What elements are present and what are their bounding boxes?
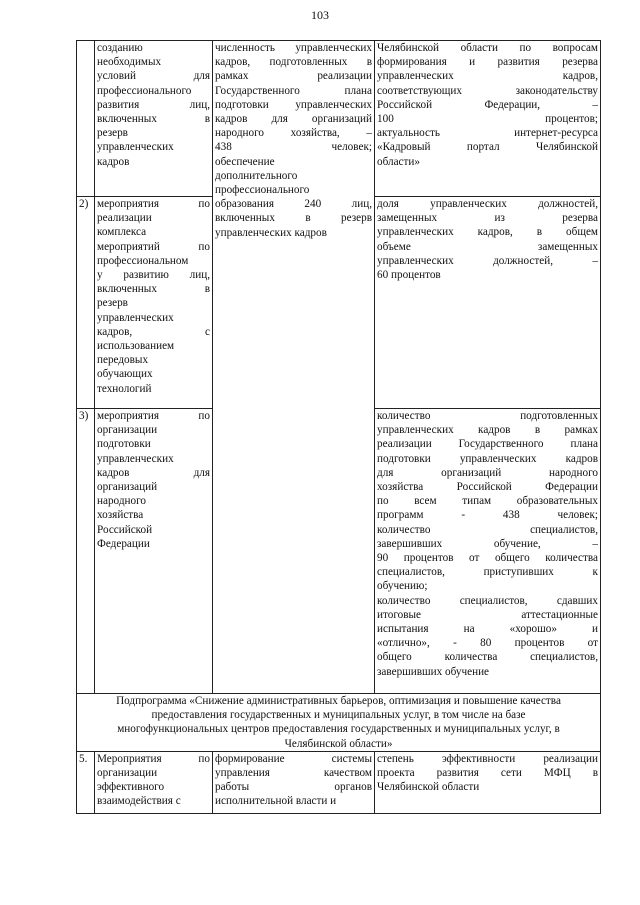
- cell-text-line: подготовки управленческих кадров: [377, 452, 598, 465]
- cell-text-line: подготовки: [97, 438, 151, 451]
- cell-text-line: управленческих: [97, 311, 174, 324]
- cell-text-line: испытания на «хорошо» и: [377, 623, 598, 636]
- cell-text-line: количество специалистов,: [377, 523, 598, 536]
- measure-cell: [95, 751, 213, 813]
- row-number-cell: 3): [77, 409, 95, 694]
- cell-text-line: управления качеством: [215, 767, 372, 780]
- page-number: 103: [311, 8, 329, 22]
- cell-text-line: 60 процентов: [377, 269, 441, 282]
- cell-text-line: организации: [97, 424, 158, 437]
- cell-text-line: реализации: [97, 212, 152, 225]
- cell-text-line: кадров: [97, 155, 130, 168]
- cell-text-line: обучению;: [377, 580, 428, 593]
- indicator-cell: [375, 751, 601, 813]
- cell-text-line: формирования и развития резерва: [377, 56, 598, 69]
- cell-text-line: управленческих: [97, 452, 174, 465]
- cell-text-line: Российской: [97, 523, 153, 536]
- cell-text-line: формирование системы: [215, 752, 372, 765]
- cell-text-line: количество подготовленных: [377, 410, 598, 422]
- cell-text-line: включенных в: [97, 283, 210, 296]
- cell-text-line: Российской Федерации, –: [377, 98, 598, 111]
- indicator-cell: [375, 409, 601, 694]
- cell-text-line: Челябинской области: [377, 781, 480, 794]
- cell-text-line: Государственного плана: [215, 84, 372, 97]
- cell-text-line: резерв: [97, 297, 128, 310]
- cell-text-line: управленческих кадров: [215, 226, 327, 239]
- cell-text-line: хозяйства Российской Федерации: [377, 481, 598, 494]
- cell-text-line: управленческих кадров,: [377, 70, 598, 83]
- cell-text-line: управленческих кадров в рамках: [377, 424, 598, 437]
- indicator-cell: [375, 197, 601, 409]
- cell-text-line: развития лиц,: [97, 98, 210, 111]
- cell-text-line: кадров для организаций: [215, 113, 372, 126]
- cell-text-line: организаций: [97, 481, 158, 494]
- subprogram-line: предоставления государственных и муниципальных услуг, в том числе на базе: [151, 709, 526, 722]
- cell-text-line: резерв: [97, 127, 128, 140]
- cell-text-line: специалистов, приступивших к: [377, 566, 598, 579]
- cell-text-line: мероприятия по: [97, 198, 210, 210]
- cell-text-line: подготовки управленческих: [215, 98, 372, 111]
- cell-text-line: кадров, с: [97, 325, 210, 338]
- cell-text-line: условий для: [97, 70, 210, 83]
- cell-text-line: обеспечение: [215, 155, 275, 168]
- row-number-cell: 5.: [77, 751, 95, 813]
- cell-text-line: актуальность интернет-ресурса: [377, 127, 598, 140]
- cell-text-line: управленческих кадров, в общем: [377, 226, 598, 239]
- subprogram-line: Челябинской области»: [284, 737, 393, 750]
- cell-text-line: завершивших обучение, –: [377, 537, 598, 550]
- cell-text-line: завершивших обучение: [377, 665, 490, 678]
- cell-text-line: проекта развития сети МФЦ в: [377, 767, 598, 780]
- table-row: [77, 41, 601, 197]
- cell-text-line: количество специалистов, сдавших: [377, 594, 598, 607]
- cell-text-line: профессиональном: [97, 254, 189, 267]
- cell-text-line: численность управленческих: [215, 42, 372, 54]
- subprogram-row: [77, 694, 601, 752]
- cell-text-line: народного хозяйства, –: [215, 127, 372, 140]
- cell-text-line: объеме замещенных: [377, 240, 598, 253]
- cell-text-line: замещенных из резерва: [377, 212, 598, 225]
- measure-cell: [95, 409, 213, 694]
- cell-text-line: общего количества специалистов,: [377, 651, 598, 664]
- cell-text-line: организации: [97, 767, 158, 780]
- cell-text-line: использованием: [97, 340, 175, 353]
- cell-text-line: передовых: [97, 354, 149, 367]
- cell-text-line: кадров для: [97, 466, 210, 479]
- cell-text-line: мероприятий по: [97, 240, 210, 253]
- indicator-cell: [375, 41, 601, 197]
- measure-cell: [95, 197, 213, 409]
- cell-text-line: 100 процентов;: [377, 113, 598, 126]
- cell-text-line: комплекса: [97, 226, 147, 239]
- cell-text-line: Мероприятия по: [97, 752, 210, 765]
- cell-text-line: реализации Государственного плана: [377, 438, 598, 451]
- cell-text-line: взаимодействия с: [97, 795, 181, 808]
- result-cell: [213, 41, 375, 694]
- cell-text-line: мероприятия по: [97, 410, 210, 422]
- cell-text-line: Федерации: [97, 537, 150, 550]
- result-cell: [213, 751, 375, 813]
- cell-text-line: включенных в резерв: [215, 212, 372, 225]
- cell-text-line: обучающих: [97, 368, 153, 381]
- cell-text-line: у развитию лиц,: [97, 269, 210, 282]
- row-number-cell: 2): [77, 197, 95, 409]
- subprogram-line: многофункциональных центров предоставления государственных и муниципальных услуг, в: [117, 723, 560, 736]
- cell-text-line: для организаций народного: [377, 466, 598, 479]
- cell-text-line: итоговые аттестационные: [377, 608, 598, 621]
- cell-text-line: по всем типам образовательных: [377, 495, 598, 508]
- cell-text-line: «отлично», - 80 процентов от: [377, 637, 598, 650]
- cell-text-line: 438 человек;: [215, 141, 372, 154]
- cell-text-line: соответствующих законодательству: [377, 84, 598, 97]
- cell-text-line: профессионального: [97, 84, 192, 97]
- cell-text-line: 90 процентов от общего количества: [377, 552, 598, 565]
- cell-text-line: степень эффективности реализации: [377, 752, 598, 765]
- cell-text-line: управленческих должностей, –: [377, 254, 598, 267]
- measure-cell: [95, 41, 213, 197]
- cell-text-line: доля управленческих должностей,: [377, 198, 598, 210]
- cell-text-line: образования 240 лиц,: [215, 198, 372, 211]
- cell-text-line: программ - 438 человек;: [377, 509, 598, 522]
- cell-text-line: исполнительной власти и: [215, 795, 337, 808]
- cell-text-line: управленческих: [97, 141, 174, 154]
- program-table: [76, 40, 601, 814]
- cell-text-line: созданию: [97, 42, 143, 54]
- cell-text-line: рамках реализации: [215, 70, 372, 83]
- cell-text-line: эффективного: [97, 781, 165, 794]
- cell-text-line: хозяйства: [97, 509, 144, 522]
- cell-text-line: дополнительного: [215, 169, 298, 182]
- cell-text-line: «Кадровый портал Челябинской: [377, 141, 598, 154]
- subprogram-title: [77, 694, 601, 752]
- cell-text-line: народного: [97, 495, 146, 508]
- row-number-cell: [77, 41, 95, 197]
- table-row: [77, 751, 601, 813]
- cell-text-line: работы органов: [215, 781, 372, 794]
- cell-text-line: необходимых: [97, 56, 162, 69]
- cell-text-line: кадров, подготовленных в: [215, 56, 372, 69]
- cell-text-line: профессионального: [215, 184, 310, 197]
- cell-text-line: технологий: [97, 382, 152, 395]
- cell-text-line: области»: [377, 155, 420, 168]
- subprogram-line: Подпрограмма «Снижение административных барьеров, оптимизация и повышение качества: [116, 695, 561, 707]
- cell-text-line: включенных в: [97, 113, 210, 126]
- cell-text-line: Челябинской области по вопросам: [377, 42, 598, 54]
